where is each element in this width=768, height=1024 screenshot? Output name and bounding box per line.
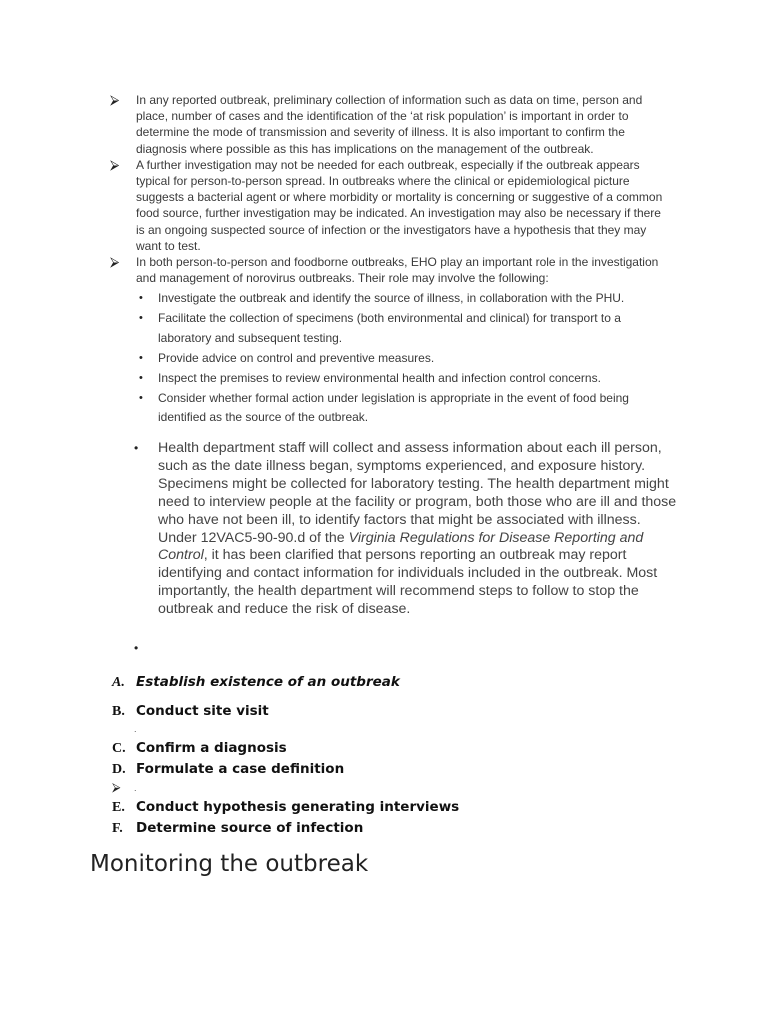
section-heading: Monitoring the outbreak <box>90 851 369 877</box>
role-item-text: Consider whether formal action under legislation is appropriate in the event of food being identified as the source of the outbreak. <box>158 390 629 425</box>
stray-period: . <box>134 783 137 793</box>
role-item <box>136 389 670 428</box>
step-item <box>112 739 287 757</box>
bullet-dot-icon: • <box>139 391 143 404</box>
step-item <box>112 702 269 720</box>
step-item <box>112 760 344 778</box>
step-text: Confirm a diagnosis <box>136 740 287 756</box>
empty-bullet-icon: • <box>134 641 139 655</box>
bullet-dot-icon: • <box>139 371 143 384</box>
bullet-dot-icon: • <box>134 441 139 455</box>
arrow-bullet-item <box>110 254 670 428</box>
health-department-paragraph <box>132 440 677 619</box>
arrow-bullet-list <box>110 92 670 428</box>
step-item <box>112 819 363 837</box>
arrow-bullet-text: In both person-to-person and foodborne outbreaks, EHO play an important role in the investigation and management of norovirus outbreaks. Their role may involve the following: <box>136 255 659 286</box>
arrow-bullet-icon: ⮚ <box>110 156 120 172</box>
stray-period: . <box>134 724 137 734</box>
step-letter: F. <box>112 821 123 836</box>
step-letter: A. <box>112 675 125 690</box>
arrow-bullet-text: A further investigation may not be needed for each outbreak, especially if the outbreak appears typical for person-to-person spread. In outbreaks where the clinical or epidemiological picture suggests a bacterial agent or where morbidity or mortality is concerning or suggestive of a common food source, further investigation may be indicated. An investigation may also be necessary if there is an ongoing suspected source of infection or the investigators have a hypothesis that they may want to test. <box>136 157 663 253</box>
step-text: Formulate a case definition <box>136 761 345 777</box>
bullet-dot-icon: • <box>139 351 143 364</box>
arrow-bullet-icon: ⮚ <box>110 92 120 107</box>
paragraph-text-before: Health department staff will collect and assess information about each ill person, such as the date illness began, symptoms experienced, and exposure history. Specimens might be collected for laboratory testing. The health department might need to interview people at the facility or program, both those who are ill and those who have not been ill, to identify factors that might be associated with illness. Under 12VAC5-90-90.d of the <box>158 440 677 546</box>
role-item-text: Investigate the outbreak and identify the source of illness, in collaboration with the PHU. <box>158 291 625 306</box>
step-text: Determine source of infection <box>136 820 364 836</box>
health-department-list <box>132 440 677 619</box>
step-letter: B. <box>112 704 125 719</box>
arrow-bullet-icon: ⮚ <box>110 254 120 270</box>
arrow-bullet-item <box>110 92 670 157</box>
role-item-text: Provide advice on control and preventive measures. <box>158 350 435 365</box>
role-item <box>136 369 670 389</box>
arrow-bullet-item <box>110 157 670 254</box>
paragraph-text-after: , it has been clarified that persons reporting an outbreak may report identifying and contact information for individuals included in the outbreak. Most importantly, the health department will recommend steps to follow to stop the outbreak and reduce the risk of disease. <box>158 547 658 618</box>
arrow-bullet-icon: ⮚ <box>112 780 121 794</box>
step-item <box>112 798 459 816</box>
step-text: Establish existence of an outbreak <box>136 674 400 690</box>
role-item <box>136 349 670 369</box>
step-letter: E. <box>112 800 125 815</box>
role-item-text: Facilitate the collection of specimens (both environmental and clinical) for transport to a laboratory and subsequent testing. <box>158 311 621 345</box>
role-list <box>136 289 670 428</box>
bullet-dot-icon: • <box>139 292 143 305</box>
arrow-bullet-text: In any reported outbreak, preliminary collection of information such as data on time, person and place, number of cases and the identification of the ‘at risk population’ is important in order to determine the mode of transmission and severity of illness. It is also important to confirm the diagnosis where possible as this has implications on the management of the outbreak. <box>136 93 643 156</box>
role-item-text: Inspect the premises to review environmental health and infection control concerns. <box>158 370 601 385</box>
regulation-title: Virginia Regulations for Disease Reporting and Control <box>158 529 644 564</box>
step-item <box>112 673 400 691</box>
bullet-dot-icon: • <box>139 312 143 325</box>
role-item <box>136 309 670 348</box>
step-text: Conduct hypothesis generating interviews <box>136 799 460 815</box>
step-text: Conduct site visit <box>136 703 269 719</box>
step-letter: C. <box>112 741 126 756</box>
step-letter: D. <box>112 762 126 777</box>
role-item <box>136 289 670 309</box>
